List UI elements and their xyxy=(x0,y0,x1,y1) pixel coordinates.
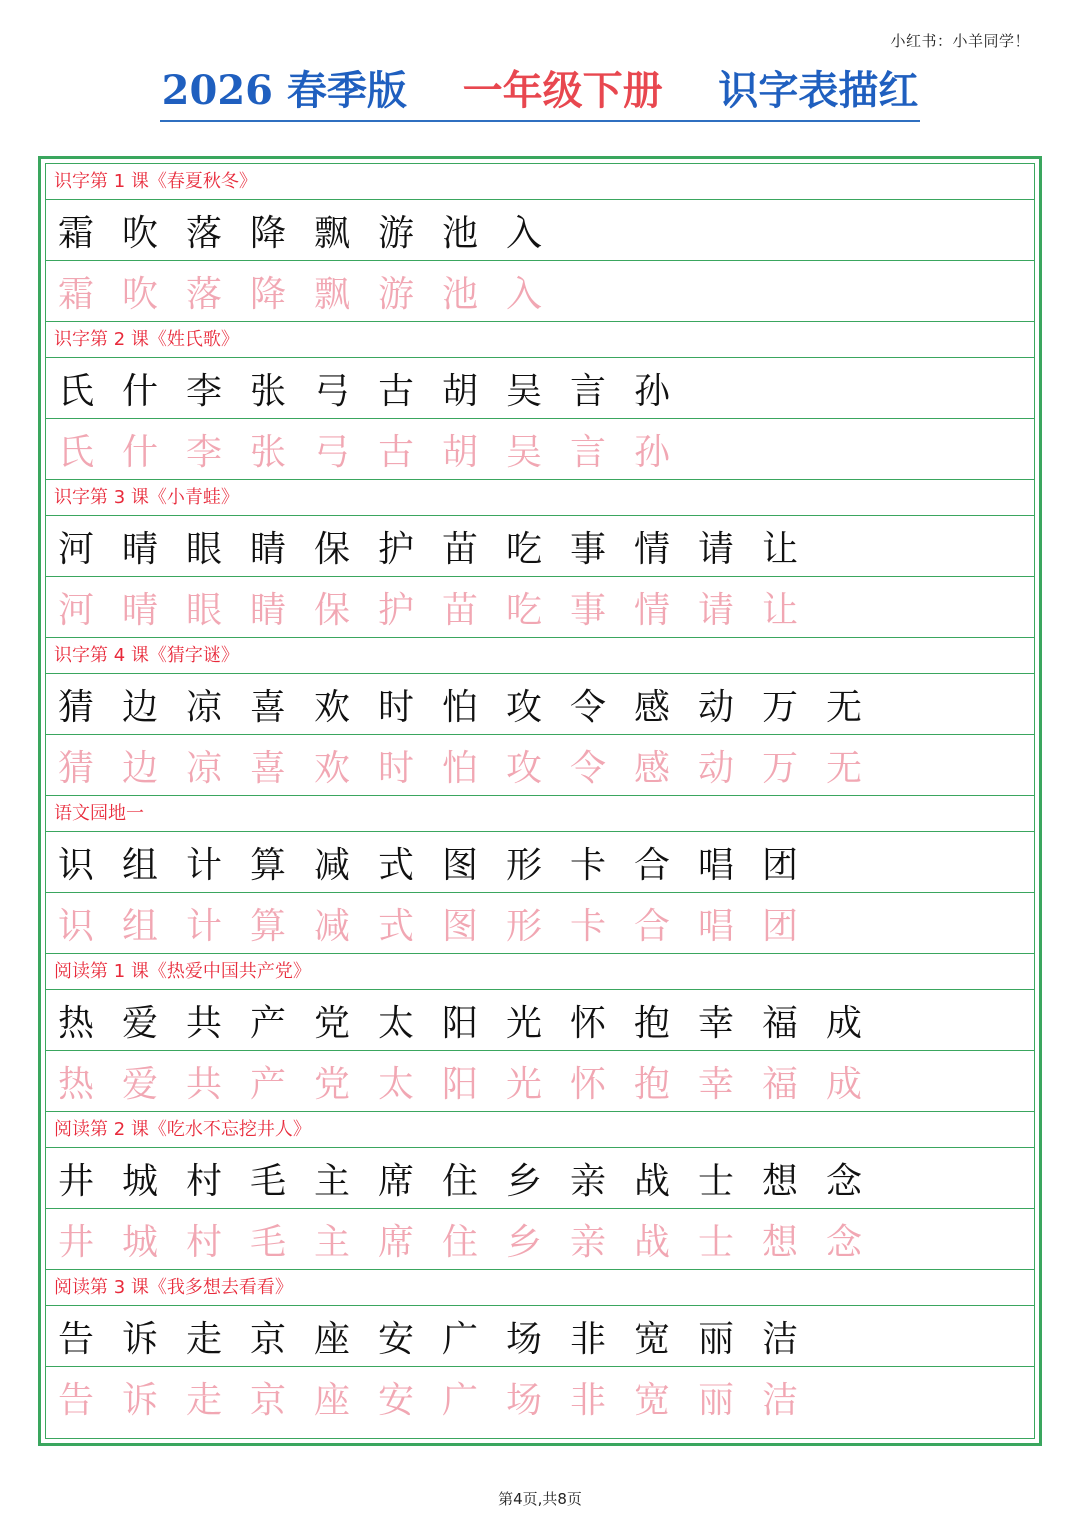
trace-character: 感 xyxy=(634,748,671,789)
trace-character: 降 xyxy=(250,274,287,315)
trace-character: 团 xyxy=(762,906,799,947)
trace-character: 想 xyxy=(762,1222,799,1263)
model-chars xyxy=(58,516,826,577)
trace-character: 保 xyxy=(314,590,351,631)
model-character: 怕 xyxy=(442,687,479,728)
model-character: 护 xyxy=(378,529,415,570)
model-character: 福 xyxy=(762,1003,799,1044)
trace-character: 党 xyxy=(314,1064,351,1105)
trace-character: 飘 xyxy=(314,274,351,315)
model-chars xyxy=(58,674,890,735)
model-character: 热 xyxy=(58,1003,95,1044)
model-character: 降 xyxy=(250,213,287,254)
model-character: 非 xyxy=(570,1319,607,1360)
trace-character: 张 xyxy=(250,432,287,473)
trace-character: 产 xyxy=(250,1064,287,1105)
title-grade: 一年级下册 xyxy=(462,67,663,114)
trace-character: 光 xyxy=(506,1064,543,1105)
model-character: 主 xyxy=(314,1161,351,1202)
model-chars xyxy=(58,1306,826,1367)
model-character: 式 xyxy=(378,845,415,886)
trace-character: 场 xyxy=(506,1380,543,1421)
trace-character: 欢 xyxy=(314,748,351,789)
trace-character: 城 xyxy=(122,1222,159,1263)
model-character: 亲 xyxy=(570,1161,607,1202)
model-character: 吃 xyxy=(506,529,543,570)
model-chars xyxy=(58,832,826,893)
model-character: 怀 xyxy=(570,1003,607,1044)
model-character: 形 xyxy=(506,845,543,886)
trace-row xyxy=(46,261,1034,322)
model-character: 事 xyxy=(570,529,607,570)
model-character: 动 xyxy=(698,687,735,728)
trace-character: 河 xyxy=(58,590,95,631)
trace-character: 非 xyxy=(570,1380,607,1421)
trace-character: 席 xyxy=(378,1222,415,1263)
trace-character: 住 xyxy=(442,1222,479,1263)
tracing-grid xyxy=(45,163,1035,1439)
trace-character: 胡 xyxy=(442,432,479,473)
model-character: 爱 xyxy=(122,1003,159,1044)
model-character: 无 xyxy=(826,687,863,728)
trace-row xyxy=(46,893,1034,954)
model-character: 请 xyxy=(698,529,735,570)
trace-character: 村 xyxy=(186,1222,223,1263)
model-character: 京 xyxy=(250,1319,287,1360)
trace-character: 组 xyxy=(122,906,159,947)
model-character: 霜 xyxy=(58,213,95,254)
model-character: 边 xyxy=(122,687,159,728)
model-character: 士 xyxy=(698,1161,735,1202)
lesson-heading: 阅读第 1 课《热爱中国共产党》 xyxy=(46,954,1034,990)
trace-character: 毛 xyxy=(250,1222,287,1263)
model-character: 李 xyxy=(186,371,223,412)
model-chars xyxy=(58,1148,890,1209)
model-character: 团 xyxy=(762,845,799,886)
trace-character: 广 xyxy=(442,1380,479,1421)
model-character: 弓 xyxy=(314,371,351,412)
trace-character: 池 xyxy=(442,274,479,315)
lesson-section xyxy=(46,164,1034,322)
model-character: 丽 xyxy=(698,1319,735,1360)
trace-character: 战 xyxy=(634,1222,671,1263)
trace-character: 令 xyxy=(570,748,607,789)
trace-row xyxy=(46,1367,1034,1428)
page-title xyxy=(160,66,921,122)
trace-character: 安 xyxy=(378,1380,415,1421)
model-chars xyxy=(58,200,570,261)
trace-chars xyxy=(58,1209,890,1270)
model-row xyxy=(46,358,1034,419)
trace-chars xyxy=(58,419,698,480)
lesson-section xyxy=(46,322,1034,480)
model-character: 念 xyxy=(826,1161,863,1202)
model-character: 氏 xyxy=(58,371,95,412)
model-character: 让 xyxy=(762,529,799,570)
model-chars xyxy=(58,990,890,1051)
model-chars xyxy=(58,358,698,419)
lesson-heading: 阅读第 2 课《吃水不忘挖井人》 xyxy=(46,1112,1034,1148)
model-character: 情 xyxy=(634,529,671,570)
trace-character: 霜 xyxy=(58,274,95,315)
trace-character: 古 xyxy=(378,432,415,473)
trace-chars xyxy=(58,261,570,322)
model-character: 胡 xyxy=(442,371,479,412)
model-character: 河 xyxy=(58,529,95,570)
model-row xyxy=(46,832,1034,893)
trace-character: 成 xyxy=(826,1064,863,1105)
model-character: 井 xyxy=(58,1161,95,1202)
lesson-heading: 识字第 4 课《猜字谜》 xyxy=(46,638,1034,674)
trace-character: 计 xyxy=(186,906,223,947)
model-character: 睛 xyxy=(250,529,287,570)
trace-character: 让 xyxy=(762,590,799,631)
model-character: 落 xyxy=(186,213,223,254)
model-character: 走 xyxy=(186,1319,223,1360)
trace-character: 乡 xyxy=(506,1222,543,1263)
model-character: 城 xyxy=(122,1161,159,1202)
model-character: 苗 xyxy=(442,529,479,570)
trace-character: 吹 xyxy=(122,274,159,315)
trace-character: 式 xyxy=(378,906,415,947)
model-row xyxy=(46,674,1034,735)
trace-character: 什 xyxy=(122,432,159,473)
trace-character: 太 xyxy=(378,1064,415,1105)
trace-character: 京 xyxy=(250,1380,287,1421)
model-character: 告 xyxy=(58,1319,95,1360)
trace-character: 情 xyxy=(634,590,671,631)
trace-chars xyxy=(58,1367,826,1428)
model-character: 眼 xyxy=(186,529,223,570)
model-character: 合 xyxy=(634,845,671,886)
trace-character: 士 xyxy=(698,1222,735,1263)
tracing-sheet xyxy=(38,156,1042,1446)
trace-character: 丽 xyxy=(698,1380,735,1421)
lesson-section xyxy=(46,954,1034,1112)
trace-character: 怀 xyxy=(570,1064,607,1105)
trace-chars xyxy=(58,577,826,638)
trace-row xyxy=(46,419,1034,480)
model-character: 毛 xyxy=(250,1161,287,1202)
lesson-section xyxy=(46,638,1034,796)
model-row xyxy=(46,200,1034,261)
author-credit: 小红书：小羊同学！ xyxy=(890,32,1030,50)
trace-character: 座 xyxy=(314,1380,351,1421)
trace-character: 边 xyxy=(122,748,159,789)
trace-character: 攻 xyxy=(506,748,543,789)
lesson-heading: 语文园地一 xyxy=(46,796,1034,832)
trace-character: 请 xyxy=(698,590,735,631)
lesson-heading: 识字第 1 课《春夏秋冬》 xyxy=(46,164,1034,200)
model-character: 想 xyxy=(762,1161,799,1202)
model-character: 时 xyxy=(378,687,415,728)
trace-character: 入 xyxy=(506,274,543,315)
model-character: 产 xyxy=(250,1003,287,1044)
trace-character: 走 xyxy=(186,1380,223,1421)
trace-character: 苗 xyxy=(442,590,479,631)
trace-row xyxy=(46,577,1034,638)
trace-chars xyxy=(58,1051,890,1112)
trace-character: 算 xyxy=(250,906,287,947)
trace-row xyxy=(46,1209,1034,1270)
trace-character: 事 xyxy=(570,590,607,631)
model-character: 共 xyxy=(186,1003,223,1044)
trace-character: 睛 xyxy=(250,590,287,631)
model-row xyxy=(46,1306,1034,1367)
model-character: 欢 xyxy=(314,687,351,728)
trace-character: 吃 xyxy=(506,590,543,631)
trace-character: 护 xyxy=(378,590,415,631)
model-character: 飘 xyxy=(314,213,351,254)
model-character: 场 xyxy=(506,1319,543,1360)
trace-character: 主 xyxy=(314,1222,351,1263)
page-number: 第4页,共8页 xyxy=(498,1490,582,1508)
trace-character: 游 xyxy=(378,274,415,315)
trace-character: 猜 xyxy=(58,748,95,789)
model-character: 晴 xyxy=(122,529,159,570)
model-character: 洁 xyxy=(762,1319,799,1360)
trace-character: 卡 xyxy=(570,906,607,947)
trace-character: 李 xyxy=(186,432,223,473)
model-character: 阳 xyxy=(442,1003,479,1044)
model-character: 计 xyxy=(186,845,223,886)
model-character: 宽 xyxy=(634,1319,671,1360)
model-row xyxy=(46,990,1034,1051)
lesson-section xyxy=(46,480,1034,638)
trace-character: 弓 xyxy=(314,432,351,473)
model-character: 组 xyxy=(122,845,159,886)
title-subject: 识字表描红 xyxy=(718,67,919,114)
trace-character: 爱 xyxy=(122,1064,159,1105)
lesson-heading: 识字第 3 课《小青蛙》 xyxy=(46,480,1034,516)
lesson-section xyxy=(46,796,1034,954)
lesson-heading: 阅读第 3 课《我多想去看看》 xyxy=(46,1270,1034,1306)
model-character: 席 xyxy=(378,1161,415,1202)
trace-character: 落 xyxy=(186,274,223,315)
trace-character: 热 xyxy=(58,1064,95,1105)
trace-character: 宽 xyxy=(634,1380,671,1421)
model-character: 保 xyxy=(314,529,351,570)
trace-chars xyxy=(58,893,826,954)
trace-character: 诉 xyxy=(122,1380,159,1421)
model-character: 座 xyxy=(314,1319,351,1360)
lesson-section xyxy=(46,1270,1034,1428)
trace-character: 告 xyxy=(58,1380,95,1421)
trace-character: 晴 xyxy=(122,590,159,631)
model-character: 成 xyxy=(826,1003,863,1044)
model-character: 唱 xyxy=(698,845,735,886)
model-character: 攻 xyxy=(506,687,543,728)
trace-character: 唱 xyxy=(698,906,735,947)
model-character: 住 xyxy=(442,1161,479,1202)
trace-character: 合 xyxy=(634,906,671,947)
trace-character: 喜 xyxy=(250,748,287,789)
model-character: 村 xyxy=(186,1161,223,1202)
model-character: 广 xyxy=(442,1319,479,1360)
model-character: 什 xyxy=(122,371,159,412)
model-character: 言 xyxy=(570,371,607,412)
trace-character: 洁 xyxy=(762,1380,799,1421)
trace-character: 阳 xyxy=(442,1064,479,1105)
model-character: 游 xyxy=(378,213,415,254)
model-character: 凉 xyxy=(186,687,223,728)
trace-character: 动 xyxy=(698,748,735,789)
trace-character: 亲 xyxy=(570,1222,607,1263)
trace-character: 无 xyxy=(826,748,863,789)
lesson-section xyxy=(46,1112,1034,1270)
trace-character: 吴 xyxy=(506,432,543,473)
trace-character: 万 xyxy=(762,748,799,789)
trace-character: 言 xyxy=(570,432,607,473)
model-character: 张 xyxy=(250,371,287,412)
model-character: 党 xyxy=(314,1003,351,1044)
model-character: 猜 xyxy=(58,687,95,728)
model-character: 孙 xyxy=(634,371,671,412)
model-character: 入 xyxy=(506,213,543,254)
model-character: 感 xyxy=(634,687,671,728)
model-character: 算 xyxy=(250,845,287,886)
model-character: 诉 xyxy=(122,1319,159,1360)
trace-character: 共 xyxy=(186,1064,223,1105)
page-title-wrap xyxy=(0,66,1080,122)
model-character: 乡 xyxy=(506,1161,543,1202)
model-character: 吴 xyxy=(506,371,543,412)
trace-character: 形 xyxy=(506,906,543,947)
title-edition: 2026 春季版 xyxy=(161,67,407,114)
trace-row xyxy=(46,1051,1034,1112)
model-character: 抱 xyxy=(634,1003,671,1044)
model-character: 图 xyxy=(442,845,479,886)
trace-character: 时 xyxy=(378,748,415,789)
trace-character: 念 xyxy=(826,1222,863,1263)
trace-character: 幸 xyxy=(698,1064,735,1105)
model-character: 卡 xyxy=(570,845,607,886)
trace-chars xyxy=(58,735,890,796)
model-character: 池 xyxy=(442,213,479,254)
trace-character: 识 xyxy=(58,906,95,947)
trace-character: 井 xyxy=(58,1222,95,1263)
trace-row xyxy=(46,735,1034,796)
model-character: 减 xyxy=(314,845,351,886)
model-row xyxy=(46,1148,1034,1209)
model-row xyxy=(46,516,1034,577)
model-character: 太 xyxy=(378,1003,415,1044)
model-character: 光 xyxy=(506,1003,543,1044)
model-character: 喜 xyxy=(250,687,287,728)
model-character: 幸 xyxy=(698,1003,735,1044)
trace-character: 抱 xyxy=(634,1064,671,1105)
trace-character: 凉 xyxy=(186,748,223,789)
model-character: 万 xyxy=(762,687,799,728)
trace-character: 福 xyxy=(762,1064,799,1105)
trace-character: 眼 xyxy=(186,590,223,631)
trace-character: 怕 xyxy=(442,748,479,789)
model-character: 古 xyxy=(378,371,415,412)
model-character: 战 xyxy=(634,1161,671,1202)
trace-character: 氏 xyxy=(58,432,95,473)
model-character: 识 xyxy=(58,845,95,886)
model-character: 安 xyxy=(378,1319,415,1360)
trace-character: 减 xyxy=(314,906,351,947)
trace-character: 孙 xyxy=(634,432,671,473)
model-character: 令 xyxy=(570,687,607,728)
model-character: 吹 xyxy=(122,213,159,254)
trace-character: 图 xyxy=(442,906,479,947)
lesson-heading: 识字第 2 课《姓氏歌》 xyxy=(46,322,1034,358)
